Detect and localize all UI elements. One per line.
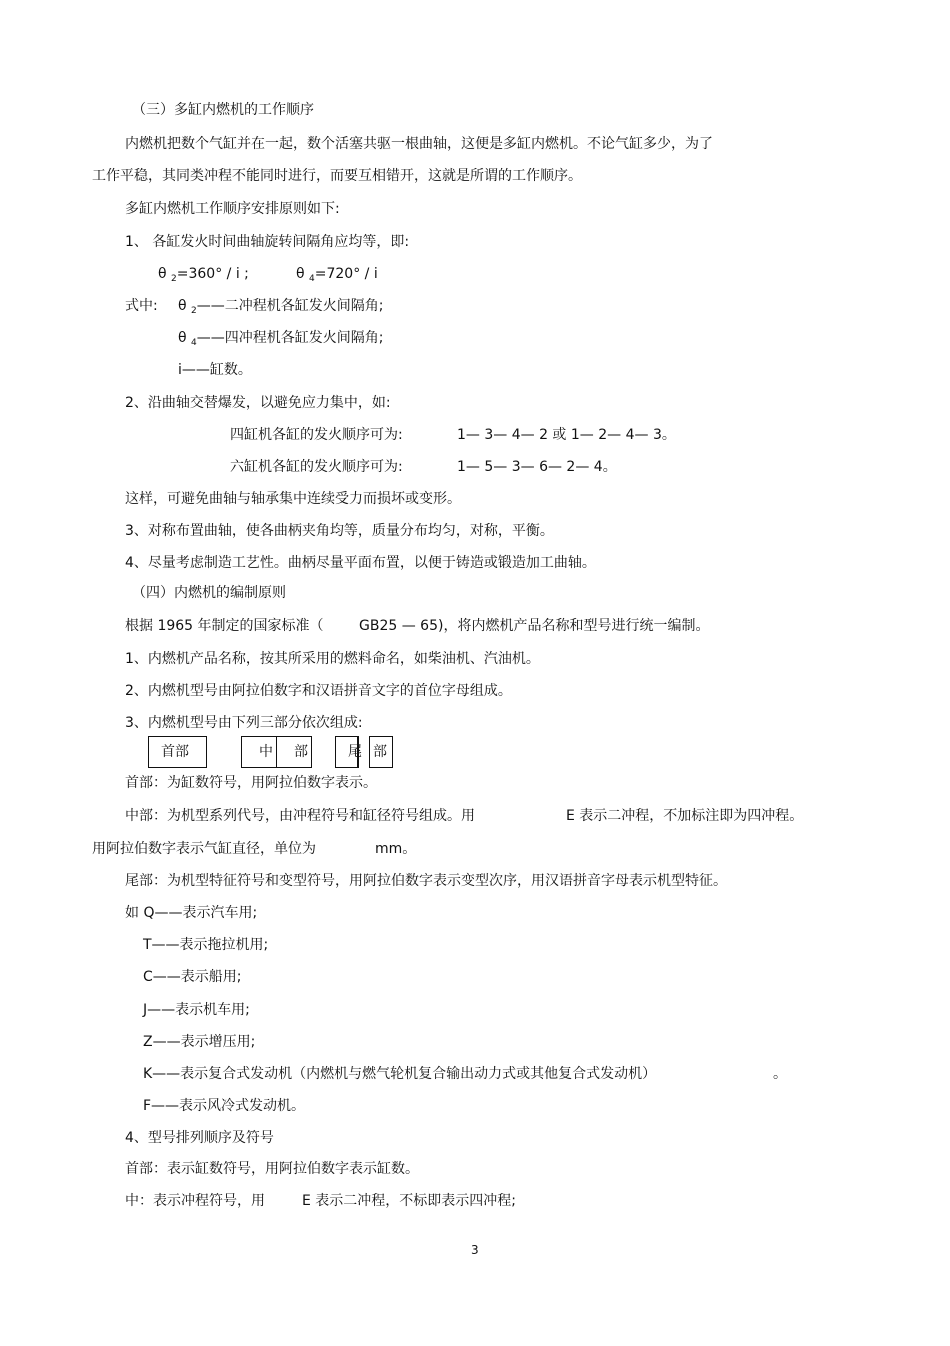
where-text: ——四冲程机各缸发火间隔角; <box>196 330 384 346</box>
numbered-item: 1、内燃机产品名称，按其所采用的燃料命名，如柴油机、汽油机。 <box>125 651 540 667</box>
formula-expression: =720° / i <box>314 266 378 282</box>
where-subscript: 2 <box>191 306 197 316</box>
section-heading-4: （四）内燃机的编制原则 <box>132 585 286 601</box>
model-mid-box-left <box>241 736 277 768</box>
example-item: K——表示复合式发动机（内燃机与燃气轮机复合输出动力式或其他复合式发动机） <box>143 1066 657 1082</box>
example-item: J——表示机车用; <box>143 1002 250 1018</box>
paragraph-line: 多缸内燃机工作顺序安排原则如下: <box>125 201 340 217</box>
definition-line: 尾部：为机型特征符号和变型符号，用阿拉伯数字表示变型次序，用汉语拼音字母表示机型特征。 <box>125 873 727 889</box>
firing-order-value: 1— 3— 4— 2 或 1— 2— 4— 3。 <box>457 427 676 443</box>
numbered-item: 4、型号排列顺序及符号 <box>125 1130 274 1146</box>
model-head-box <box>148 736 207 768</box>
definition-line: E 表示二冲程，不加标注即为四冲程。 <box>566 808 804 824</box>
where-item <box>178 297 383 317</box>
where-text: ——二冲程机各缸发火间隔角; <box>196 298 384 314</box>
rule-2: 2、沿曲轴交替爆发，以避免应力集中，如: <box>125 395 391 411</box>
example-item: F——表示风冷式发动机。 <box>143 1098 306 1114</box>
numbered-item: 2、内燃机型号由阿拉伯数字和汉语拼音文字的首位字母组成。 <box>125 683 512 699</box>
definition-line: 用阿拉伯数字表示气缸直径，单位为 <box>92 841 316 857</box>
rule-3: 3、对称布置曲轴，使各曲柄夹角均等，质量分布均匀，对称，平衡。 <box>125 523 554 539</box>
definition-line: 中：表示冲程符号，用 <box>125 1193 265 1209</box>
paragraph-line: GB25 — 65)，将内燃机产品名称和型号进行统一编制。 <box>359 618 710 634</box>
formula-subscript: 4 <box>309 274 315 284</box>
paragraph-line: 这样，可避免曲轴与轴承集中连续受力而损坏或变形。 <box>125 491 461 507</box>
paragraph-line: 内燃机把数个气缸并在一起，数个活塞共驱一根曲轴，这便是多缸内燃机。不论气缸多少，为了 <box>125 136 713 152</box>
firing-order-value: 1— 5— 3— 6— 2— 4。 <box>457 459 617 475</box>
firing-order-label: 四缸机各缸的发火顺序可为: <box>230 427 403 443</box>
model-tail-label: 部 <box>373 744 387 760</box>
where-theta: θ <box>178 330 187 346</box>
formula-line <box>158 265 249 285</box>
page-number: 3 <box>471 1243 479 1257</box>
where-item: i——缸数。 <box>178 362 252 378</box>
model-mid-box-right <box>276 736 312 768</box>
example-item: 如 Q——表示汽车用; <box>125 905 258 921</box>
formula-theta: θ <box>158 266 167 282</box>
model-mid-label: 中 <box>259 744 273 760</box>
definition-line: 首部：表示缸数符号，用阿拉伯数字表示缸数。 <box>125 1161 419 1177</box>
paragraph-line: 工作平稳，其同类冲程不能同时进行，而要互相错开，这就是所谓的工作顺序。 <box>92 168 582 184</box>
model-tail-label: 尾 <box>348 744 362 760</box>
rule-4: 4、尽量考虑制造工艺性。曲柄尽量平面布置，以便于铸造或锻造加工曲轴。 <box>125 555 596 571</box>
section-heading-3: （三）多缸内燃机的工作顺序 <box>132 102 314 118</box>
rule-1: 1、 各缸发火时间曲轴旋转间隔角应均等，即: <box>125 234 410 250</box>
model-mid-label: 部 <box>294 744 308 760</box>
where-theta: θ <box>178 298 187 314</box>
where-subscript: 4 <box>191 338 197 348</box>
formula-line <box>296 265 378 285</box>
firing-order-label: 六缸机各缸的发火顺序可为: <box>230 459 403 475</box>
definition-line: 首部：为缸数符号，用阿拉伯数字表示。 <box>125 775 377 791</box>
formula-theta: θ <box>296 266 305 282</box>
formula-expression: =360° / i ; <box>176 266 249 282</box>
example-item: Z——表示增压用; <box>143 1034 256 1050</box>
example-item: T——表示拖拉机用; <box>143 937 269 953</box>
where-prefix: 式中: <box>125 298 158 314</box>
model-tail-box-right <box>369 736 393 768</box>
example-item-end: 。 <box>773 1066 787 1082</box>
model-tail-box-left <box>335 736 362 768</box>
definition-line: 中部：为机型系列代号，由冲程符号和缸径符号组成。用 <box>125 808 475 824</box>
definition-line: E 表示二冲程，不标即表示四冲程; <box>302 1193 517 1209</box>
where-item <box>178 329 383 349</box>
formula-subscript: 2 <box>171 274 177 284</box>
example-item: C——表示船用; <box>143 969 242 985</box>
definition-line: mm。 <box>375 841 417 857</box>
paragraph-line: 根据 1965 年制定的国家标准（ <box>125 618 324 634</box>
numbered-item: 3、内燃机型号由下列三部分依次组成: <box>125 715 363 731</box>
model-head-label: 首部 <box>161 744 189 760</box>
